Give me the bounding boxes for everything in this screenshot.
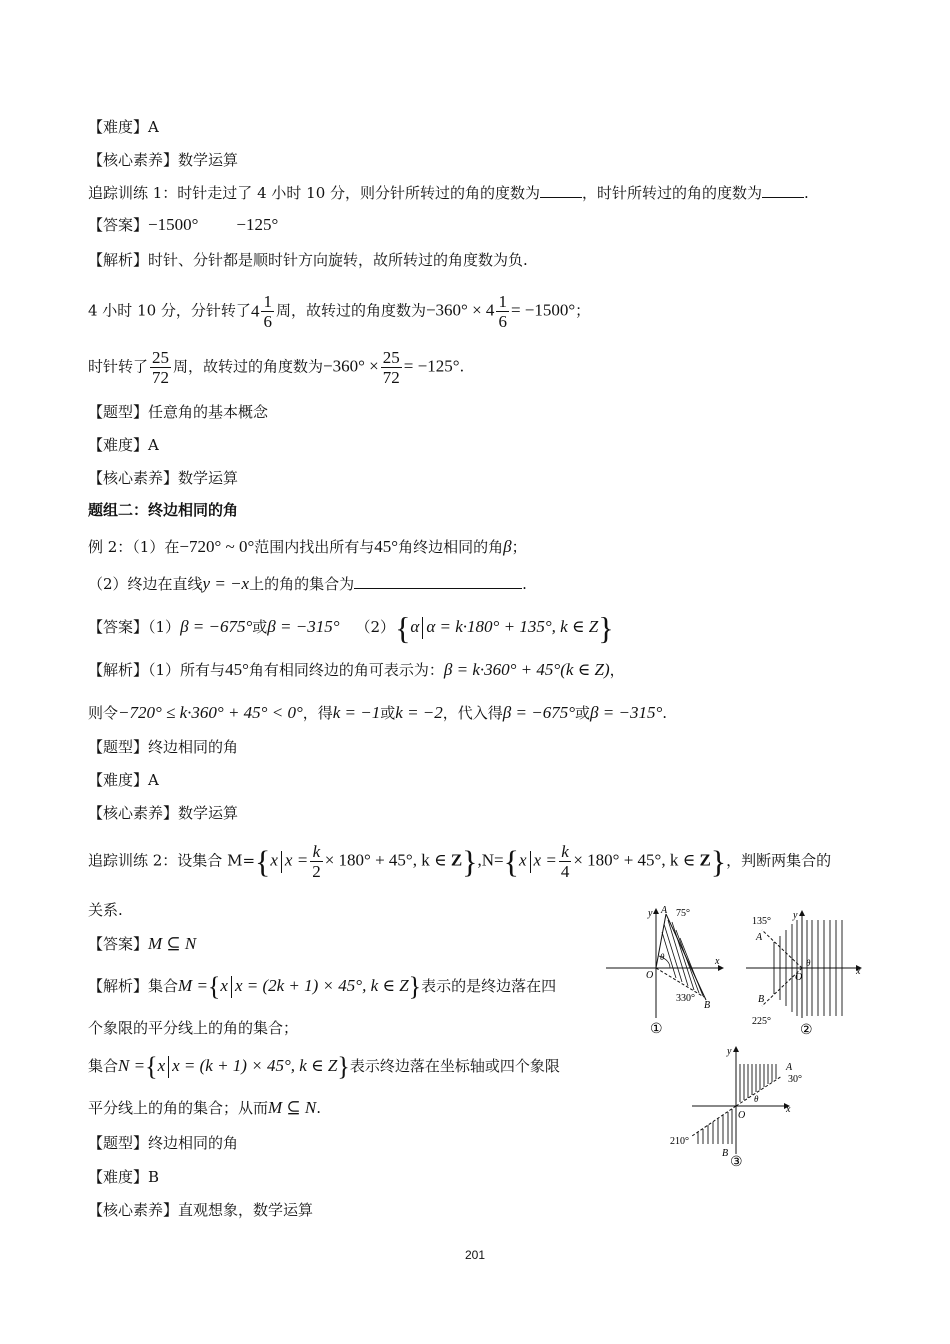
text: 或 — [380, 704, 396, 722]
text: 角终边相同的角 — [398, 538, 504, 556]
text: ， — [609, 661, 625, 679]
text: 集合 — [148, 977, 179, 995]
x-label: x — [856, 966, 861, 977]
answer-line — [88, 610, 614, 646]
math: β = −315° — [590, 703, 663, 722]
analysis-line-2 — [88, 703, 667, 723]
type-line — [88, 1133, 238, 1153]
angle-b-label: 330° — [676, 993, 695, 1004]
answer-blank — [540, 183, 582, 198]
y-label: y — [727, 1046, 732, 1057]
ray-a — [736, 1076, 782, 1106]
brace: } — [710, 843, 727, 880]
example-2-part-1 — [88, 537, 527, 557]
text: 或 — [252, 618, 268, 636]
math: α — [410, 617, 420, 636]
theta-label: θ — [660, 952, 665, 962]
brace: { — [503, 843, 519, 880]
math: −360° × 4 — [425, 300, 495, 320]
brace: { — [207, 972, 221, 1001]
point-b-label: B — [758, 994, 765, 1005]
analysis-minute-hand — [88, 292, 590, 331]
literacy-line — [88, 150, 238, 170]
math: × 180° + 45°, k ∈ — [573, 850, 700, 870]
figure-2-angle-region — [744, 906, 868, 1040]
fraction — [559, 842, 572, 881]
fraction — [310, 842, 323, 881]
literacy-line — [88, 803, 238, 823]
difficulty-line — [88, 117, 159, 137]
text: ，判断两集合的 — [726, 851, 832, 870]
math: β = k·360° + 45°(k ∈ Z) — [443, 660, 610, 679]
text: 追踪训练 1：时针走过了 4 小时 10 分，则分针所转过的角的度数为 — [88, 184, 541, 202]
brace: { — [145, 1052, 158, 1081]
answer-value: −125° — [236, 215, 279, 234]
label: 【答案】 — [88, 935, 149, 953]
numerator: 25 — [382, 348, 400, 367]
text: 或 — [575, 704, 591, 722]
text: 平分线上的角的集合；从而 — [88, 1099, 269, 1117]
denominator: 4 — [560, 862, 570, 881]
text: . — [804, 184, 809, 202]
analysis-line — [88, 660, 625, 680]
literacy-line — [88, 468, 238, 488]
theta-label: θ — [806, 958, 811, 968]
value: 数学运算 — [178, 804, 239, 822]
figure-number: ① — [650, 1022, 663, 1037]
math: x = — [533, 850, 557, 870]
analysis-line-2: 个象限的平分线上的角的集合； — [88, 1019, 299, 1037]
denominator: 2 — [312, 862, 321, 881]
fraction — [261, 292, 274, 331]
value: 直观想象，数学运算 — [178, 1201, 314, 1219]
answer-blank — [354, 574, 522, 589]
answer-line — [88, 934, 196, 954]
angle-a-label: 30° — [788, 1074, 802, 1085]
angle-b-label: 225° — [752, 1016, 771, 1027]
math: × 180° + 45°, k ∈ — [324, 850, 451, 870]
section-heading: 题组二：终边相同的角 — [88, 501, 239, 519]
numerator: 25 — [152, 348, 170, 367]
ray-b — [692, 1106, 736, 1136]
hatch-lines — [662, 920, 703, 996]
point-a-label: A — [661, 905, 668, 916]
y-axis-arrow — [799, 910, 805, 916]
fraction — [496, 292, 509, 331]
label: 【难度】 — [88, 1168, 149, 1186]
math: β = −675° — [180, 617, 253, 636]
math: −720° ≤ k·360° + 45° < 0° — [118, 703, 303, 722]
label: 【难度】 — [88, 771, 149, 789]
y-axis-arrow — [653, 908, 659, 914]
origin-label: O — [795, 972, 803, 983]
set-bar — [530, 851, 531, 873]
point-b-label: B — [722, 1148, 729, 1159]
math: M ⊆ N — [268, 1098, 317, 1117]
numerator: 1 — [263, 292, 272, 311]
brace: } — [598, 610, 614, 646]
denominator: 6 — [263, 312, 272, 331]
analysis-line — [88, 972, 556, 1000]
math: M = — [178, 976, 208, 995]
label: 【核心素养】 — [88, 151, 179, 169]
exercise-2-question-tail: 关系. — [88, 901, 123, 919]
angle-b-label: 210° — [670, 1136, 689, 1147]
text: . — [662, 704, 668, 722]
text: ； — [511, 538, 527, 556]
math: Z — [450, 850, 463, 870]
value: B — [148, 1168, 160, 1186]
math: x = (k + 1) × 45°, k ∈ Z — [172, 1056, 338, 1075]
brace: } — [337, 1052, 350, 1081]
example-2-part-2 — [88, 574, 527, 594]
point-a-label: A — [756, 932, 763, 943]
math: α = k·180° + 135°, k ∈ Z — [426, 617, 599, 636]
answer-value: M ⊆ N — [148, 934, 197, 953]
x-label: x — [786, 1104, 791, 1115]
set-bar — [422, 617, 423, 639]
math: β — [503, 537, 512, 556]
label: 【题型】 — [88, 1134, 149, 1152]
value: 终边相同的角 — [148, 738, 239, 756]
label: 【题型】 — [88, 403, 149, 421]
math: x — [519, 850, 527, 870]
text: 表示的是终边落在四 — [421, 977, 557, 995]
difficulty-line — [88, 1167, 159, 1187]
point-a-label: A — [786, 1062, 793, 1073]
math: β = −315° — [267, 617, 340, 636]
text: 4 小时 10 分，分针转了 — [88, 301, 251, 320]
text: ，代入得 — [442, 704, 503, 722]
text: 周，故转过的角度数为 — [173, 357, 324, 376]
ray-a — [762, 930, 802, 968]
mixed-whole: 4 — [250, 301, 260, 321]
denominator: 72 — [382, 368, 400, 387]
figure-3-angle-region — [668, 1042, 808, 1170]
figure-number: ③ — [730, 1155, 743, 1170]
x-label: x — [715, 956, 720, 967]
text: 时针、分针都是顺时针方向旋转，故所转过的角度数为负. — [148, 251, 528, 269]
math: Z — [699, 850, 711, 870]
math: k = −1 — [332, 703, 381, 722]
math: y = −x — [202, 574, 250, 593]
text: 表示终边落在坐标轴或四个象限 — [349, 1057, 560, 1075]
label: 【解析】 — [88, 977, 149, 995]
text: （1） — [148, 618, 181, 636]
label: 【答案】 — [88, 216, 149, 234]
value: A — [148, 771, 159, 789]
analysis-line — [88, 250, 528, 270]
label: 【解析】 — [88, 661, 149, 679]
angle-a-label: 135° — [752, 916, 771, 927]
answer-line — [88, 215, 278, 235]
label: 【核心素养】 — [88, 469, 179, 487]
text: 范围内找出所有与 — [254, 538, 375, 556]
point-b-label: B — [704, 1000, 711, 1011]
text: 角有相同终边的角可表示为： — [248, 661, 444, 679]
text: . — [316, 1099, 322, 1117]
math: = −125° — [403, 356, 460, 376]
fraction — [381, 348, 402, 387]
text: （1）所有与 — [148, 661, 226, 679]
answer-blank — [762, 183, 804, 198]
figure-1-angle-region — [604, 902, 728, 1038]
set-bar — [168, 1056, 169, 1078]
difficulty-line — [88, 435, 159, 455]
origin-label: O — [738, 1110, 746, 1121]
text: 例 2：（1）在 — [88, 538, 180, 556]
text: 追踪训练 2：设集合 M= — [88, 851, 256, 870]
theta-label: θ — [754, 1094, 759, 1104]
type-line — [88, 737, 238, 757]
hatch-lines-lower — [698, 1109, 732, 1144]
value: 终边相同的角 — [148, 1134, 239, 1152]
math: −360° × — [323, 356, 379, 376]
numerator: 1 — [498, 292, 507, 311]
text: ； — [575, 301, 591, 320]
brace: { — [255, 843, 271, 880]
numerator: k — [310, 842, 323, 862]
math: = −1500° — [510, 300, 576, 320]
value: 任意角的基本概念 — [148, 403, 269, 421]
analysis-hour-hand — [88, 348, 464, 387]
value: A — [148, 118, 159, 136]
label: 【核心素养】 — [88, 804, 179, 822]
text: 集合 — [88, 1057, 119, 1075]
text: （2） — [355, 618, 396, 636]
analysis-line-3 — [88, 1052, 560, 1080]
literacy-line — [88, 1200, 313, 1220]
value: 数学运算 — [178, 151, 239, 169]
y-label: y — [793, 910, 798, 921]
math: N = — [118, 1056, 146, 1075]
exercise-2-question — [88, 842, 831, 881]
text: 上的角的集合为 — [249, 575, 355, 593]
type-line — [88, 402, 268, 422]
math: x — [220, 976, 228, 995]
math: 45° — [374, 537, 399, 556]
analysis-line-4 — [88, 1098, 321, 1118]
fraction — [150, 348, 171, 387]
math: 45° — [225, 660, 249, 679]
denominator: 6 — [498, 312, 507, 331]
text: 则令 — [88, 704, 119, 722]
y-label: y — [648, 908, 653, 919]
text: . — [522, 575, 527, 593]
math: x — [157, 1056, 166, 1075]
math: k = −2 — [395, 703, 443, 722]
value: 数学运算 — [178, 469, 239, 487]
label: 【核心素养】 — [88, 1201, 179, 1219]
angle-a-label: 75° — [676, 908, 690, 919]
set-bar — [281, 851, 282, 873]
figure-number: ② — [800, 1023, 813, 1038]
math: −720° ~ 0° — [179, 537, 255, 556]
value: A — [148, 436, 159, 454]
text: . — [459, 357, 465, 376]
math: ,N= — [477, 850, 504, 870]
origin-label: O — [646, 970, 654, 981]
text: ，时针所转过的角的度数为 — [582, 184, 763, 202]
y-axis-arrow — [733, 1046, 739, 1052]
text: ，得 — [302, 704, 333, 722]
label: 【题型】 — [88, 738, 149, 756]
math: x — [270, 850, 278, 870]
math: x = (2k + 1) × 45°, k ∈ Z — [234, 976, 409, 995]
text: 时针转了 — [88, 357, 149, 376]
brace: { — [395, 610, 411, 646]
numerator: k — [559, 842, 572, 862]
difficulty-line — [88, 770, 159, 790]
text: （2）终边在直线 — [88, 575, 203, 593]
label: 【答案】 — [88, 618, 149, 636]
brace: } — [462, 843, 478, 880]
text: 周，故转过的角度数为 — [275, 301, 426, 320]
math: x = — [284, 850, 309, 870]
brace: } — [408, 972, 422, 1001]
answer-value: −1500° — [148, 215, 199, 234]
set-bar — [231, 976, 232, 998]
label: 【难度】 — [88, 118, 149, 136]
exercise-1-question — [88, 183, 809, 203]
math: β = −675° — [502, 703, 576, 722]
label: 【难度】 — [88, 436, 149, 454]
page-number: 201 — [464, 1248, 486, 1262]
denominator: 72 — [152, 368, 170, 387]
label: 【解析】 — [88, 251, 149, 269]
